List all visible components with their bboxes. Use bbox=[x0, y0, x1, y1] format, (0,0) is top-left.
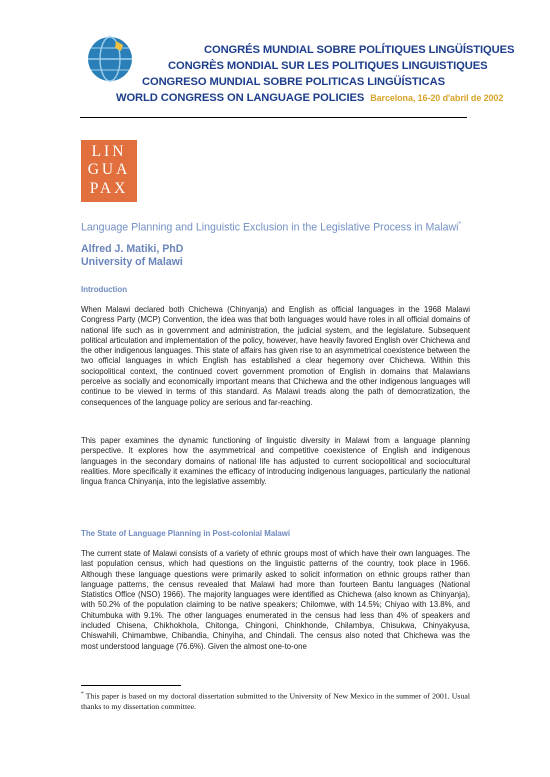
body-paragraph: When Malawi declared both Chichewa (Chinyanja) and English as official languages in the 1968 Malawi Congress Party (MCP) Convention, the idea was that both languages would have roles in all official domains of national life such as in government and administration, the judicial system, and the legislature. Subsequent political articulation and implementation of the policy, however, have heavily favored English over Chichewa and the other indigenous languages. This state of affairs has given rise to an asymmetrical coexistence between the two official languages in which English has established a clear hegemony over Chichewa. Within this sociopolitical context, the continued covert government promotion of English in domains that Malawians perceive as socially and economically important means that Chichewa and the other indigenous languages will continue to be viewed in terms of this standard. As Malawi treads along the path of democratization, the consequences of the language policy are serious and far-reaching. bbox=[81, 305, 470, 407]
linguapax-logo-row: PAX bbox=[89, 180, 129, 197]
author-name: Alfred J. Matiki, PhD bbox=[81, 243, 184, 255]
linguapax-logo bbox=[81, 140, 137, 202]
header-line-english-text: WORLD CONGRESS ON LANGUAGE POLICIES bbox=[116, 92, 365, 104]
linguapax-logo-row: GUA bbox=[87, 161, 131, 178]
header-line-french: CONGRÈS MONDIAL SUR LES POLITIQUES LINGUISTIQUES bbox=[168, 60, 488, 72]
header-location-date: Barcelona, 16-20 d'abril de 2002 bbox=[370, 93, 504, 103]
section-heading: Introduction bbox=[81, 285, 128, 294]
header-line-catalan: CONGRÉS MUNDIAL SOBRE POLÍTIQUES LINGÜÍSTIQUES bbox=[204, 44, 515, 56]
footnote-marker: * bbox=[81, 691, 84, 697]
paper-title bbox=[81, 219, 471, 234]
header-rule bbox=[80, 117, 467, 118]
congress-globe-icon bbox=[86, 35, 134, 83]
header-line-spanish: CONGRESO MUNDIAL SOBRE POLITICAS LINGÜÍSTICAS bbox=[142, 76, 445, 88]
paper-title-text: Language Planning and Linguistic Exclusion in the Legislative Process in Malawi bbox=[81, 221, 459, 234]
footnote bbox=[81, 689, 470, 712]
footnote-text: This paper is based on my doctoral dissertation submitted to the University of New Mexico in the summer of 2001. Usual thanks to my dissertation committee. bbox=[81, 691, 470, 711]
linguapax-logo-row: LIN bbox=[91, 143, 127, 160]
congress-header bbox=[86, 30, 515, 120]
body-paragraph: This paper examines the dynamic functioning of linguistic diversity in Malawi from a language planning perspective. It explores how the asymmetrical and competitive coexistence of English and indigenous languages in the secondary domains of national life has adjusted to current sociopolitical and sociocultural realities. More specifically it examines the efficacy of introducing indigenous languages, particularly the national lingua franca Chinyanja, into the legislative assembly. bbox=[81, 436, 470, 487]
header-line-english bbox=[116, 92, 503, 104]
author-affiliation: University of Malawi bbox=[81, 256, 183, 268]
footnote-rule bbox=[81, 685, 181, 686]
body-paragraph: The current state of Malawi consists of a variety of ethnic groups most of which have their own languages. The last population census, which had questions on the linguistic patterns of the country, took place in 1966. Although these language questions were primarily asked to solicit information on ethnic groups rather than language patterns, the census revealed that Malawi had more than fourteen Bantu languages (National Statistics Office (NSO) 1966). The majority languages were identified as Chichewa (also known as Chinyanja), with 50.2% of the population claiming to be native speakers; Chilomwe, with 14.5%; Chiyao with 13.8%, and Chitumbuka with 9.1%. The other languages enumerated in the census had less than 4% of speakers and included Chisena, Chikhokhola, Chitonga, Chingoni, Chinkhonde, Chilambya, Chisukwa, Chinyakyusa, Chiswahili, Chimambwe, Chibandia, Chinyiha, and Chindali. The census also noted that Chichewa was the most understood language (76.6%). Given the almost one-to-one bbox=[81, 549, 470, 651]
title-footnote-marker: * bbox=[458, 221, 462, 228]
section-heading: The State of Language Planning in Post-colonial Malawi bbox=[81, 529, 291, 538]
